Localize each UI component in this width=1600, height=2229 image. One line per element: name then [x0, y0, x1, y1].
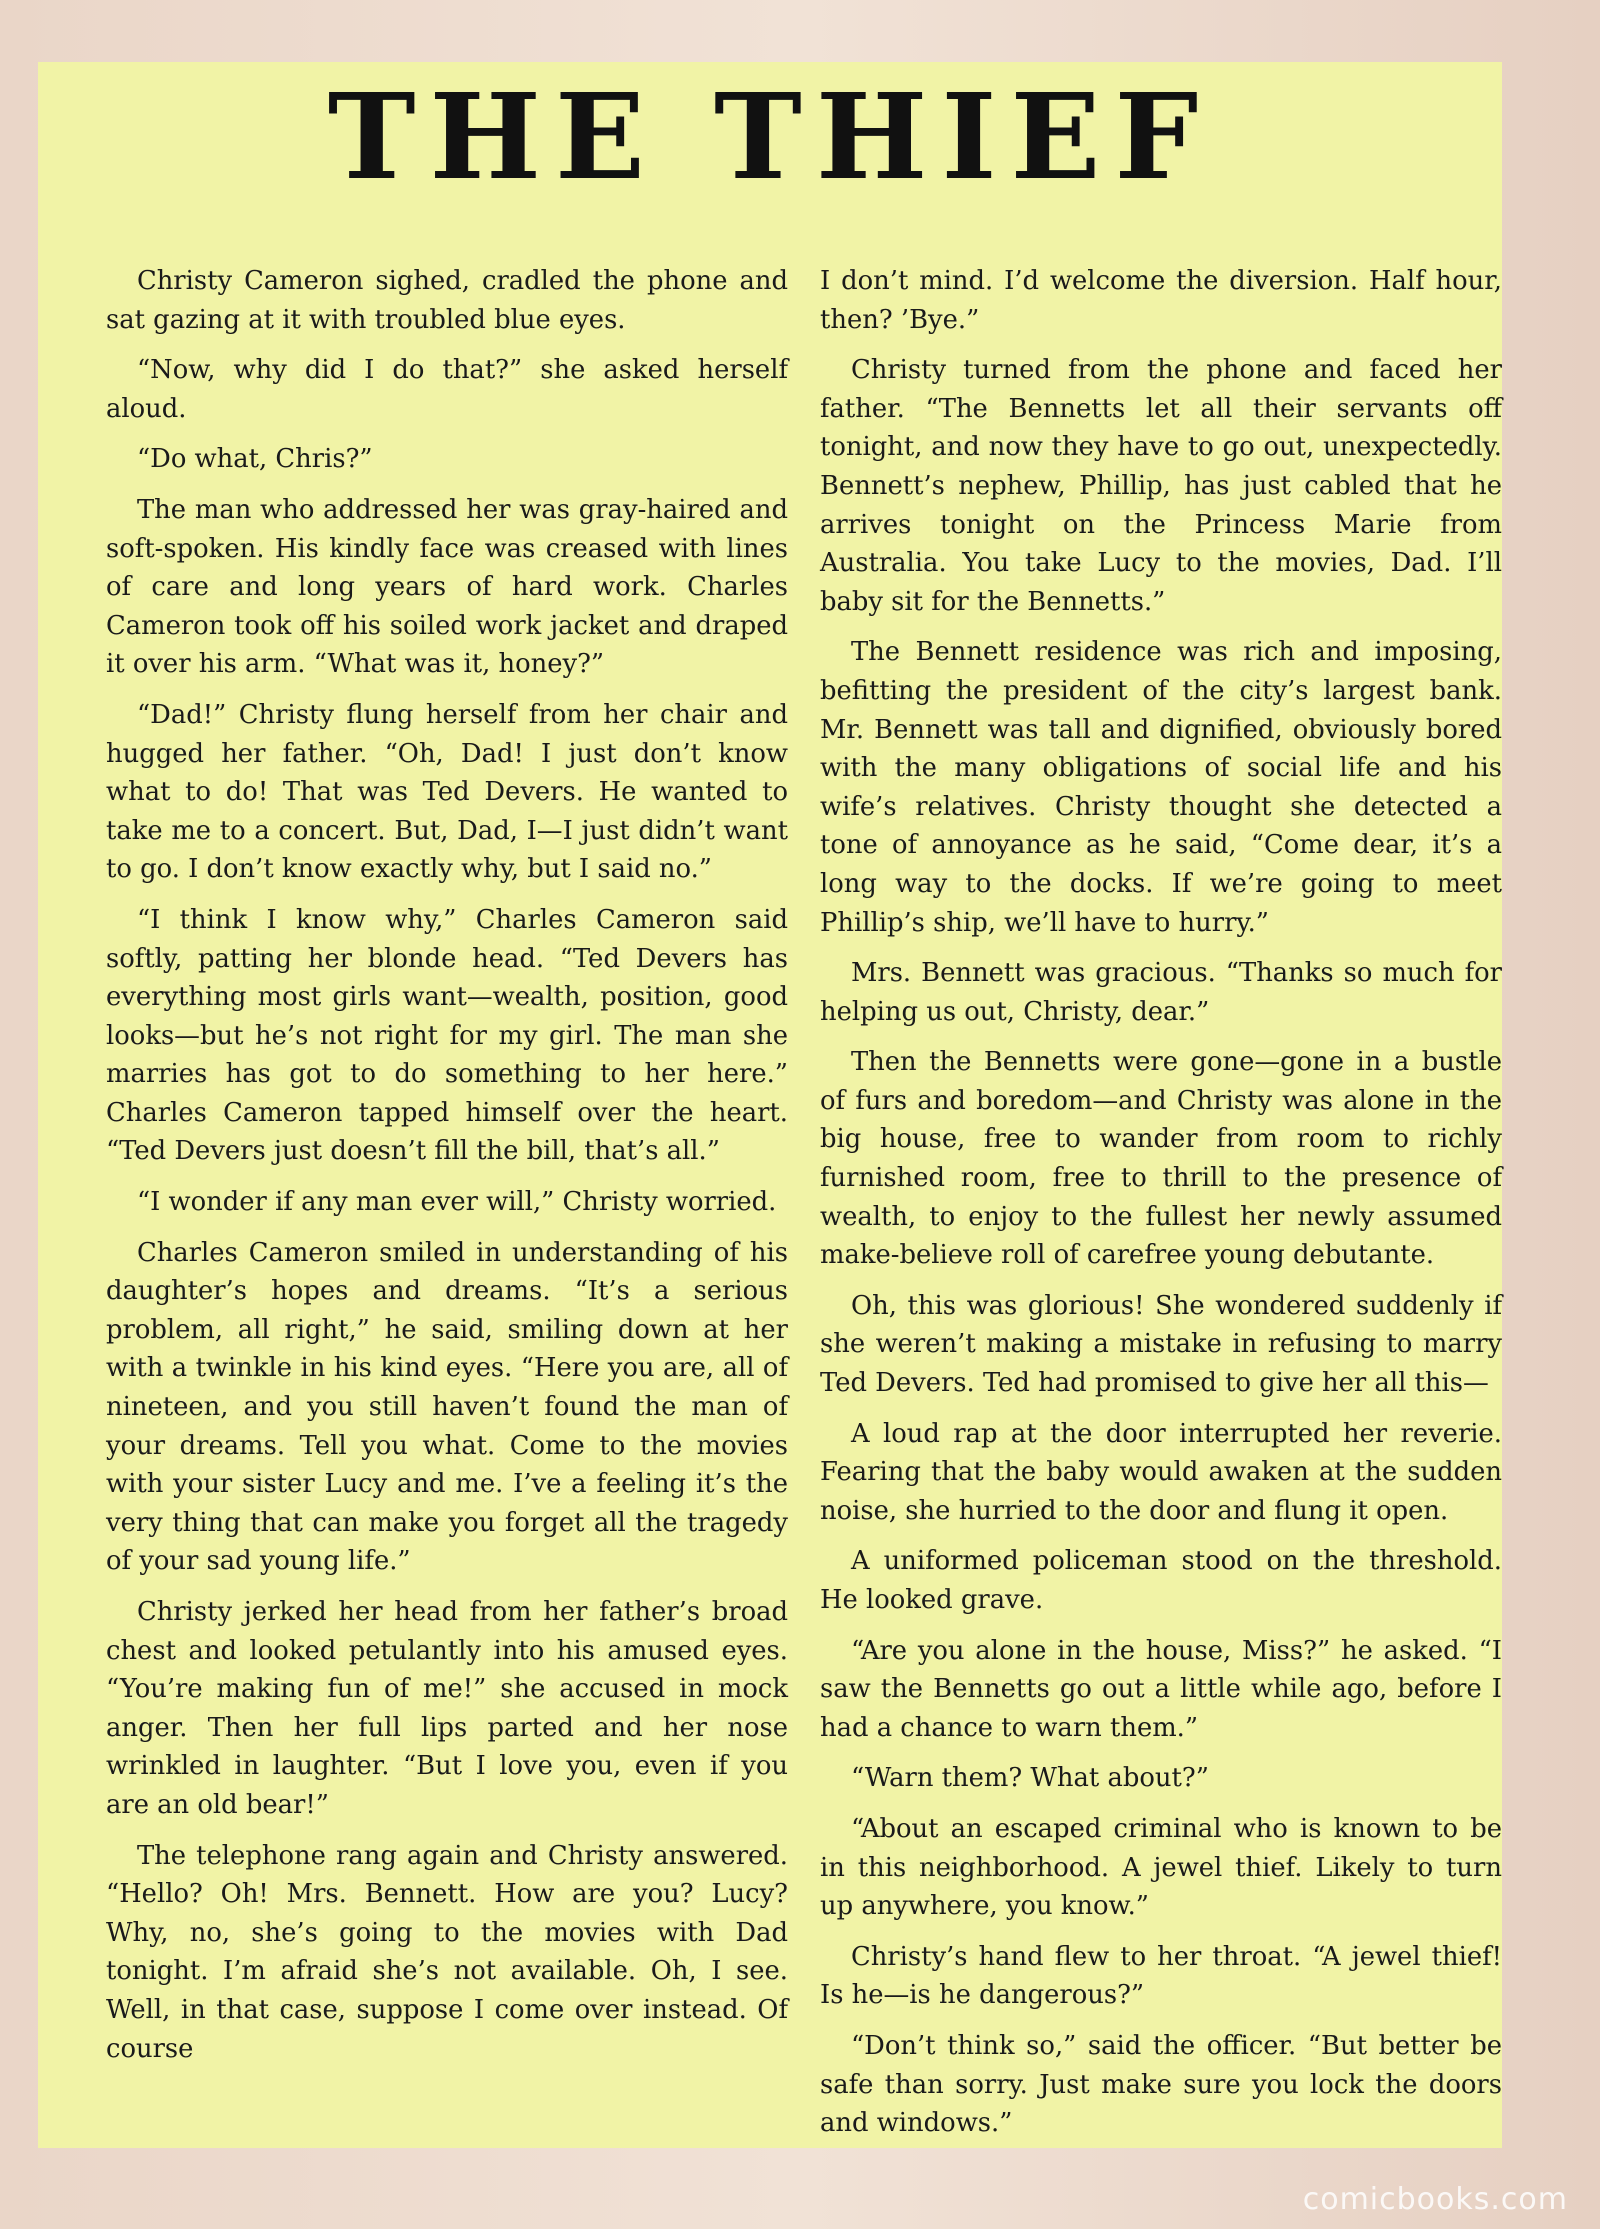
story-title: THE THIEF [327, 67, 1213, 206]
paragraph: Oh, this was glorious! She wondered suddenly if she weren’t making a mistake in refusing to marry Ted Devers. Ted had promised to give her all this— [820, 1290, 1502, 1399]
paragraph: “Warn them? What about?” [850, 1763, 1209, 1794]
paragraph: I don’t mind. I’d welcome the diversion. Half hour, then? ’Bye.” [820, 266, 1502, 335]
paragraph: “Dad!” Christy flung herself from her chair and hugged her father. “Oh, Dad! I just don’t know what to do! That was Ted Devers. He wanted to take me to a concert. But, Dad, I—I just didn’t want to go. I don’t know exactly why, but I said no.” [106, 699, 788, 885]
paragraph: Christy Cameron sighed, cradled the phone and sat gazing at it with troubled blue eyes. [106, 266, 788, 335]
paragraph: The man who addressed her was gray-haired and soft-spoken. His kindly face was creased with lines of care and long years of hard work. Charles Cameron took off his soiled work jacket and draped it over his arm. “What was it, honey?” [106, 494, 788, 680]
paragraph: “Do what, Chris?” [136, 444, 373, 475]
watermark: comicbooks.com [1302, 2182, 1568, 2217]
story-panel [38, 62, 1502, 2148]
paragraph: Christy turned from the phone and faced her father. “The Bennetts let all their servants off tonight, and now they have to go out, unexpectedly. Bennett’s nephew, Phillip, has just cabled that he arrives tonight on the Princess Marie from Australia. You take Lucy to the movies, Dad. I’ll baby sit for the Bennetts.” [820, 355, 1502, 617]
paragraph: The telephone rang again and Christy answered. “Hello? Oh! Mrs. Bennett. How are you? Lucy? Why, no, she’s going to the movies with Dad tonight. I’m afraid she’s not available. Oh, I see. Well, in that case, suppose I come over instead. Of course [106, 1840, 788, 2064]
paragraph: A loud rap at the door interrupted her reverie. Fearing that the baby would awaken at the sudden noise, she hurried to the door and flung it open. [820, 1418, 1502, 1526]
paragraph: “I think I know why,” Charles Cameron said softly, patting her blonde head. “Ted Devers has everything most girls want—wealth, position, good looks—but he’s not right for my girl. The man she marries has got to do something to her here.” Charles Cameron tapped himself over the heart. “Ted Devers just doesn’t fill the bill, that’s all.” [106, 904, 788, 1167]
paragraph: “Don’t think so,” said the officer. “But better be safe than sorry. Just make sure you lock the doors and windows.” [820, 2030, 1502, 2139]
text-column-left [106, 262, 788, 2080]
paragraph: Mrs. Bennett was gracious. “Thanks so much for helping us out, Christy, dear.” [820, 958, 1502, 1027]
paragraph: Charles Cameron smiled in understanding of his daughter’s hopes and dreams. “It’s a serious problem, all right,” he said, smiling down at her with a twinkle in his kind eyes. “Here you are, all of nineteen, and you still haven’t found the man of your dreams. Tell you what. Come to the movies with your sister Lucy and me. I’ve a feeling it’s the very thing that can make you forget all the tragedy of your sad young life.” [106, 1237, 788, 1577]
paragraph: “Are you alone in the house, Miss?” he asked. “I saw the Bennetts go out a little while ago, before I had a chance to warn them.” [820, 1635, 1502, 1743]
paragraph: “About an escaped criminal who is known to be in this neighborhood. A jewel thief. Likely to turn up anywhere, you know.” [820, 1813, 1502, 1922]
text-column-right [820, 262, 1502, 2155]
paragraph: A uniformed policeman stood on the threshold. He looked grave. [820, 1546, 1502, 1615]
paragraph: “I wonder if any man ever will,” Christy worried. [136, 1187, 777, 1218]
paragraph: “Now, why did I do that?” she asked herself aloud. [106, 355, 788, 424]
paragraph: Then the Bennetts were gone—gone in a bustle of furs and boredom—and Christy was alone in the big house, free to wander from room to richly furnished room, free to thrill to the presence of wealth, to enjoy to the fullest her newly assumed make-believe roll of carefree young debutante. [820, 1047, 1502, 1271]
paragraph: Christy’s hand flew to her throat. “A jewel thief! Is he—is he dangerous?” [820, 1941, 1502, 2011]
paragraph: Christy jerked her head from her father’s broad chest and looked petulantly into his amused eyes. “You’re making fun of me!” she accused in mock anger. Then her full lips parted and her nose wrinkled in laughter. “But I love you, even if you are an old bear!” [106, 1597, 788, 1820]
paragraph: The Bennett residence was rich and imposing, befitting the president of the city’s largest bank. Mr. Bennett was tall and dignified, obviously bored with the many obligations of social life and his wife’s relatives. Christy thought she detected a tone of annoyance as he said, “Come dear, it’s a long way to the docks. If we’re going to meet Phillip’s ship, we’ll have to hurry.” [820, 637, 1502, 938]
